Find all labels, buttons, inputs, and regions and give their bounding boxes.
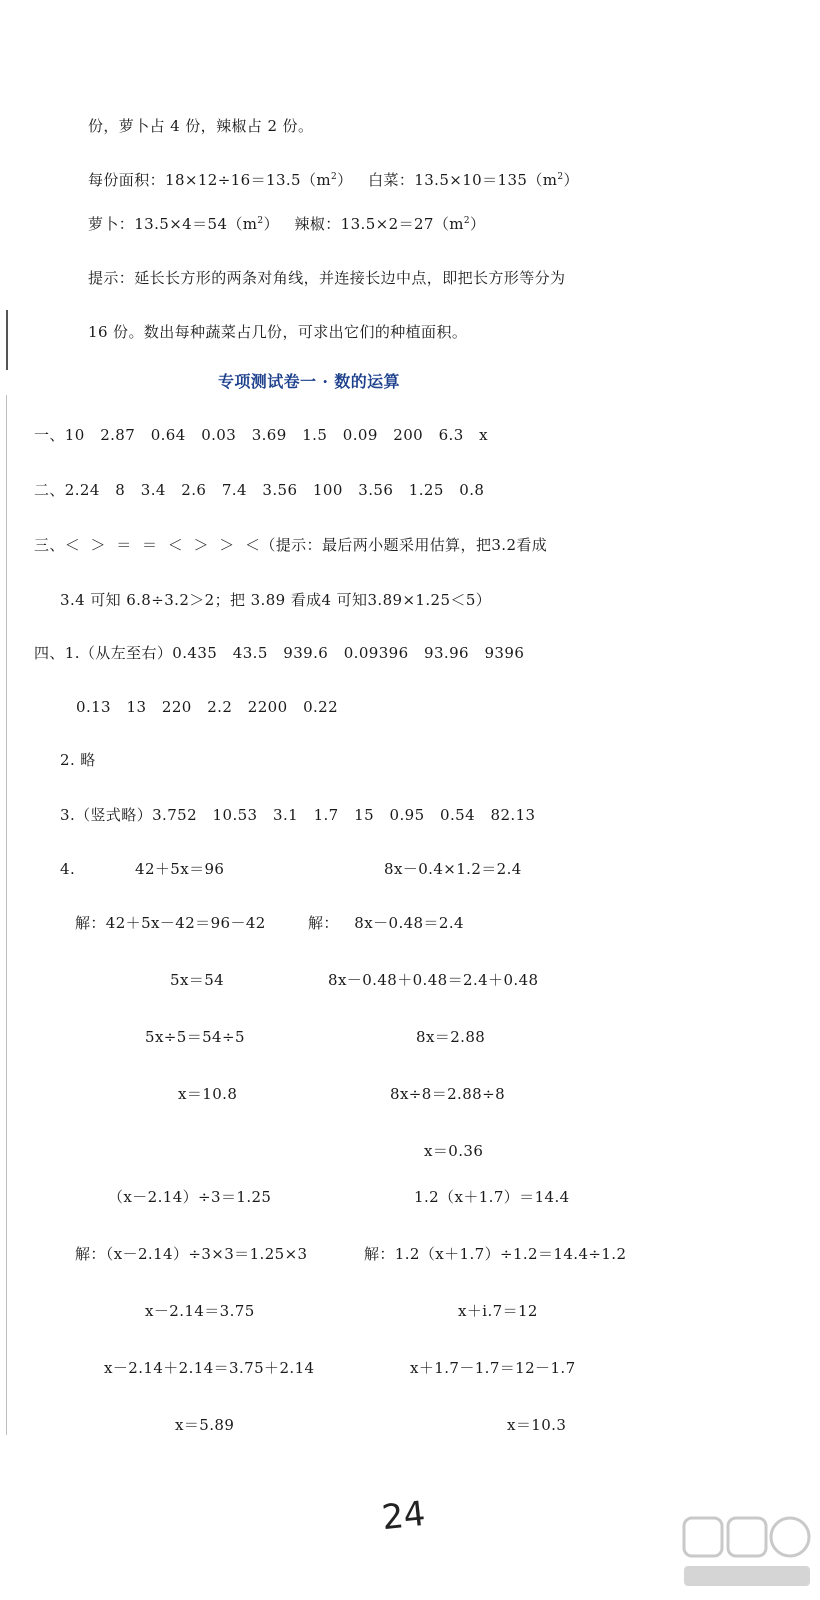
equation-1-solution: x＝10.8 xyxy=(178,1085,238,1103)
answer-q4-2: 2. 略 xyxy=(60,751,96,769)
section-title: 专项测试卷一 · 数的运算 xyxy=(218,372,400,391)
answer-q4-1: 四、1.（从左至右）0.435 43.5 939.6 0.09396 93.96 9396 xyxy=(34,644,525,662)
equation-3-solution: x＝5.89 xyxy=(175,1416,235,1434)
text-line-area-2: 萝卜：$13.5\times 4=54(m^2)$ 辣椒：$13.5\times 2=27(m^2)$ xyxy=(88,215,486,233)
equation-2-solution: x＝0.36 xyxy=(424,1142,484,1160)
answer-q3-cont: 3.4 可知 6.8÷3.2＞2；把 3.89 看成4 可知3.89×1.25＜5） xyxy=(60,591,492,609)
equation-4-step: x＋i.7＝12 xyxy=(458,1302,538,1320)
equation-3-step: x－2.14＋2.14＝3.75＋2.14 xyxy=(104,1359,315,1377)
equation-4-solution: x＝10.3 xyxy=(507,1416,567,1434)
answer-q4-4-label: 4. xyxy=(60,860,76,878)
hint-line: 提示：延长长方形的两条对角线，并连接长边中点，即把长方形等分为 xyxy=(88,269,566,287)
equation-2-step: 8x＝2.88 xyxy=(416,1028,486,1046)
equation-4-step: x＋1.7－1.7＝12－1.7 xyxy=(410,1359,576,1377)
equation-4: 1.2（x＋1.7）＝14.4 xyxy=(414,1188,570,1206)
equation-2-step: 8x÷8＝2.88÷8 xyxy=(390,1085,506,1103)
answer-q4-3: 3.（竖式略）3.752 10.53 3.1 1.7 15 0.95 0.54 82.13 xyxy=(60,806,536,824)
answer-q4-1-cont: 0.13 13 220 2.2 2200 0.22 xyxy=(76,698,339,716)
answer-q3: 三、＜ ＞ ＝ ＝ ＜ ＞ ＞ ＜（提示：最后两小题采用估算，把3.2看成 xyxy=(34,536,548,554)
hint-line-2: 16 份。数出每种蔬菜占几份，可求出它们的种植面积。 xyxy=(88,323,468,341)
page-number: 24 xyxy=(380,1493,428,1539)
equation-3: （x－2.14）÷3＝1.25 xyxy=(108,1188,272,1206)
equation-2: 8x－0.4×1.2＝2.4 xyxy=(384,860,522,878)
answer-q1: 一、10 2.87 0.64 0.03 3.69 1.5 0.09 200 6.3 x xyxy=(34,426,489,444)
answer-q2: 二、2.24 8 3.4 2.6 7.4 3.56 100 3.56 1.25 0.8 xyxy=(34,481,485,499)
equation-1-step: 5x÷5＝54÷5 xyxy=(145,1028,245,1046)
equation-2-step: 8x－0.48＋0.48＝2.4＋0.48 xyxy=(328,971,539,989)
watermark-logo-icon xyxy=(682,1512,812,1592)
equation-4-step: 解：1.2（x＋1.7）÷1.2＝14.4÷1.2 xyxy=(364,1245,627,1263)
text-line-area: 每份面积：$18\times 12\div 16=13.5(m^2)$ 白菜：$13.5\times 10=135(m^2)$ xyxy=(88,171,579,189)
equation-3-step: x－2.14＝3.75 xyxy=(145,1302,255,1320)
equation-1: 42＋5x＝96 xyxy=(135,860,225,878)
equation-1-step: 解：42＋5x－42＝96－42 xyxy=(75,914,266,932)
text-line: 份，萝卜占 4 份，辣椒占 2 份。 xyxy=(88,117,314,135)
page-edge-mark xyxy=(6,310,8,370)
equation-3-step: 解：（x－2.14）÷3×3＝1.25×3 xyxy=(75,1245,308,1263)
equation-1-step: 5x＝54 xyxy=(170,971,225,989)
equation-2-step: 解： 8x－0.48＝2.4 xyxy=(308,914,464,932)
page-edge-line xyxy=(6,395,7,1435)
